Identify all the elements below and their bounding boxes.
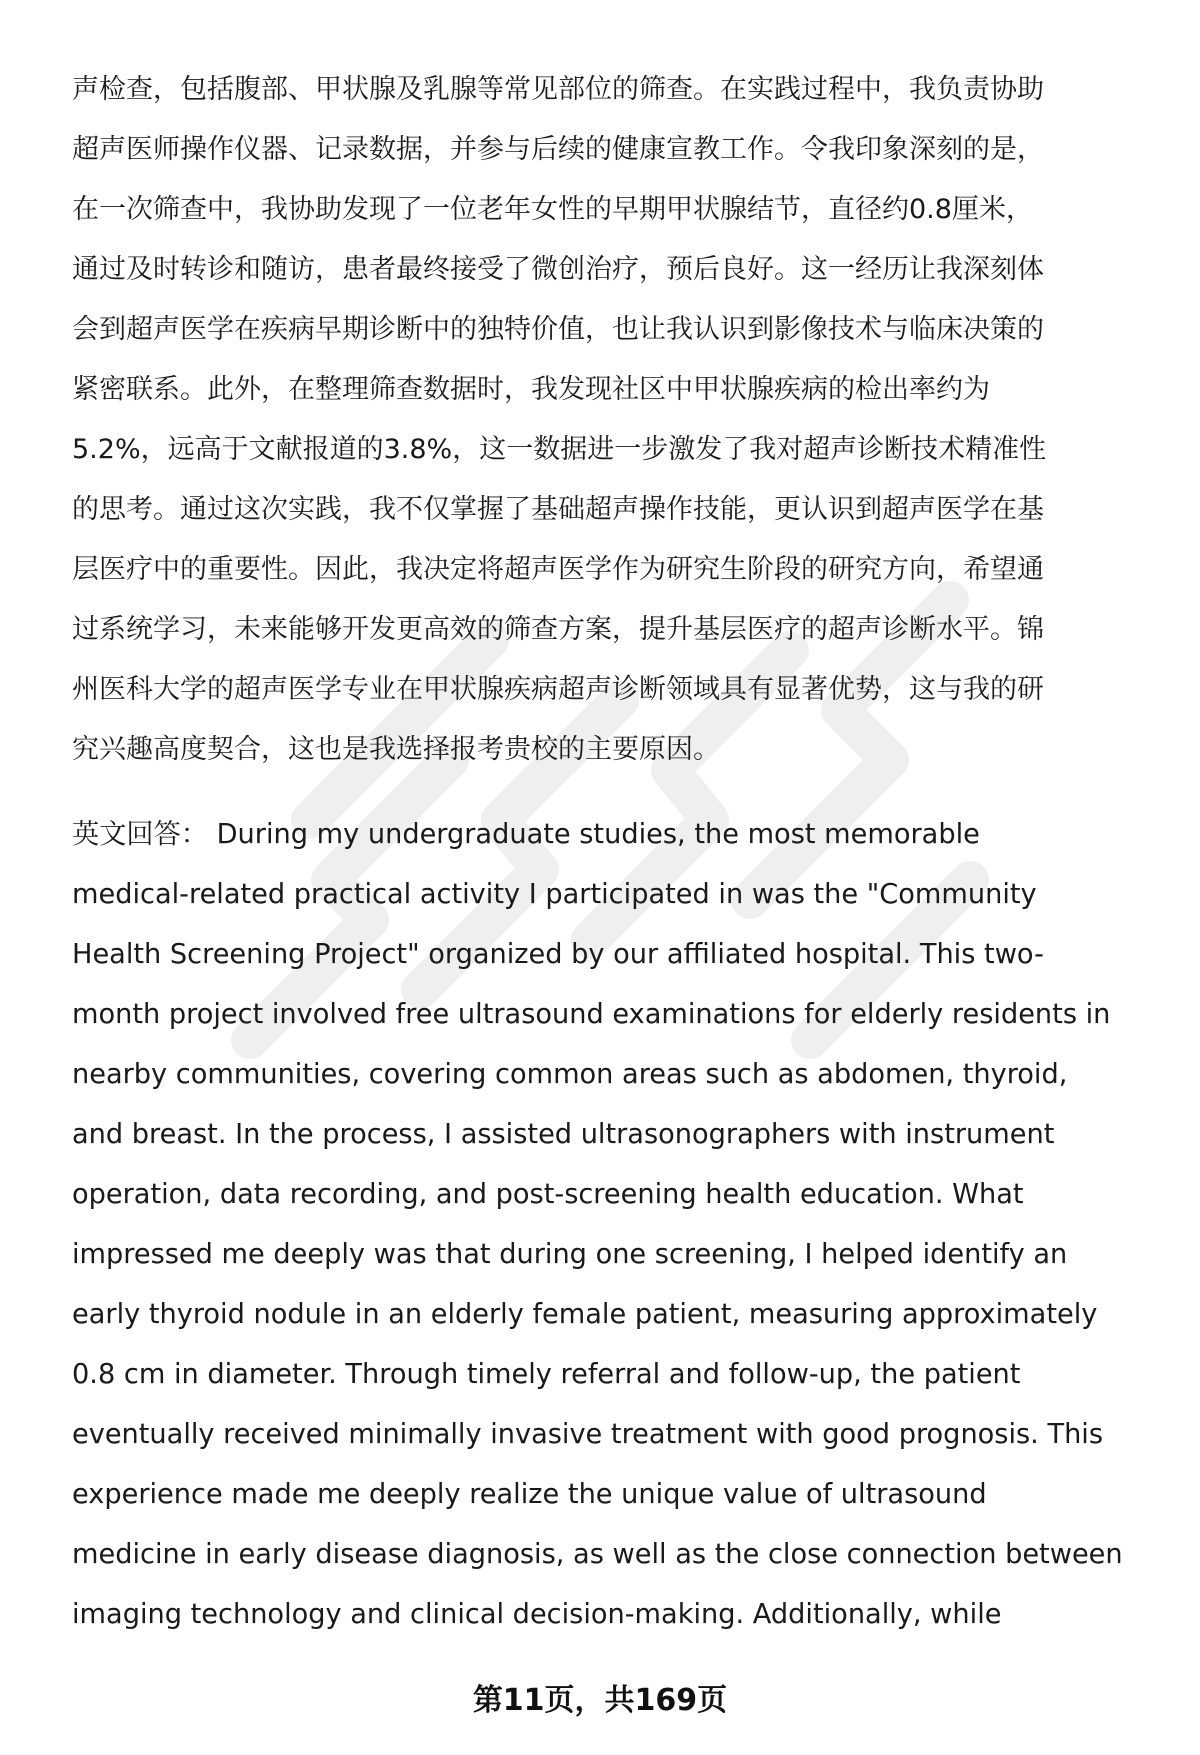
english-line: medicine in early disease diagnosis, as well as the close connection between [72,1539,1123,1570]
chinese-line: 在一次筛查中，我协助发现了一位老年女性的早期甲状腺结节，直径约0.8厘米， [72,194,1033,225]
english-line: 0.8 cm in diameter. Through timely referral and follow-up, the patient [72,1359,1021,1390]
english-line: medical-related practical activity I participated in was the "Community [72,879,1037,910]
chinese-line: 会到超声医学在疾病早期诊断中的独特价值，也让我认识到影像技术与临床决策的 [72,314,1044,345]
english-answer-paragraph [72,805,1157,1645]
chinese-answer-paragraph [72,60,1157,780]
english-line: early thyroid nodule in an elderly female patient, measuring approximately [72,1299,1098,1330]
english-line: During my undergraduate studies, the most memorable [216,819,980,850]
english-line: month project involved free ultrasound examinations for elderly residents in [72,999,1111,1030]
english-line: imaging technology and clinical decision-making. Additionally, while [72,1599,1002,1630]
chinese-line: 层医疗中的重要性。因此，我决定将超声医学作为研究生阶段的研究方向，希望通 [72,554,1044,585]
page-number-footer: 第11页，共169页 [472,1683,728,1718]
chinese-line: 究兴趣高度契合，这也是我选择报考贵校的主要原因。 [72,734,720,765]
chinese-line: 的思考。通过这次实践，我不仅掌握了基础超声操作技能，更认识到超声医学在基 [72,494,1044,525]
chinese-line: 超声医师操作仪器、记录数据，并参与后续的健康宣教工作。令我印象深刻的是， [72,134,1044,165]
english-first-line [72,805,1157,865]
chinese-line: 紧密联系。此外，在整理筛查数据时，我发现社区中甲状腺疾病的检出率约为 [72,374,990,405]
english-line: operation, data recording, and post-screening health education. What [72,1179,1024,1210]
english-line: impressed me deeply was that during one screening, I helped identify an [72,1239,1068,1270]
english-answer-label: 英文回答： [72,819,208,850]
chinese-line: 过系统学习，未来能够开发更高效的筛查方案，提升基层医疗的超声诊断水平。锦 [72,614,1044,645]
chinese-line: 声检查，包括腹部、甲状腺及乳腺等常见部位的筛查。在实践过程中，我负责协助 [72,74,1044,105]
english-line: nearby communities, covering common areas such as abdomen, thyroid, [72,1059,1068,1090]
english-line: Health Screening Project" organized by our affiliated hospital. This two- [72,939,1044,970]
english-line: eventually received minimally invasive treatment with good prognosis. This [72,1419,1104,1450]
english-line: experience made me deeply realize the unique value of ultrasound [72,1479,987,1510]
chinese-line: 州医科大学的超声医学专业在甲状腺疾病超声诊断领域具有显著优势，这与我的研 [72,674,1044,705]
chinese-line: 5.2%，远高于文献报道的3.8%，这一数据进一步激发了我对超声诊断技术精准性 [72,434,1047,465]
english-line: and breast. In the process, I assisted ultrasonographers with instrument [72,1119,1055,1150]
chinese-line: 通过及时转诊和随访，患者最终接受了微创治疗，预后良好。这一经历让我深刻体 [72,254,1044,285]
